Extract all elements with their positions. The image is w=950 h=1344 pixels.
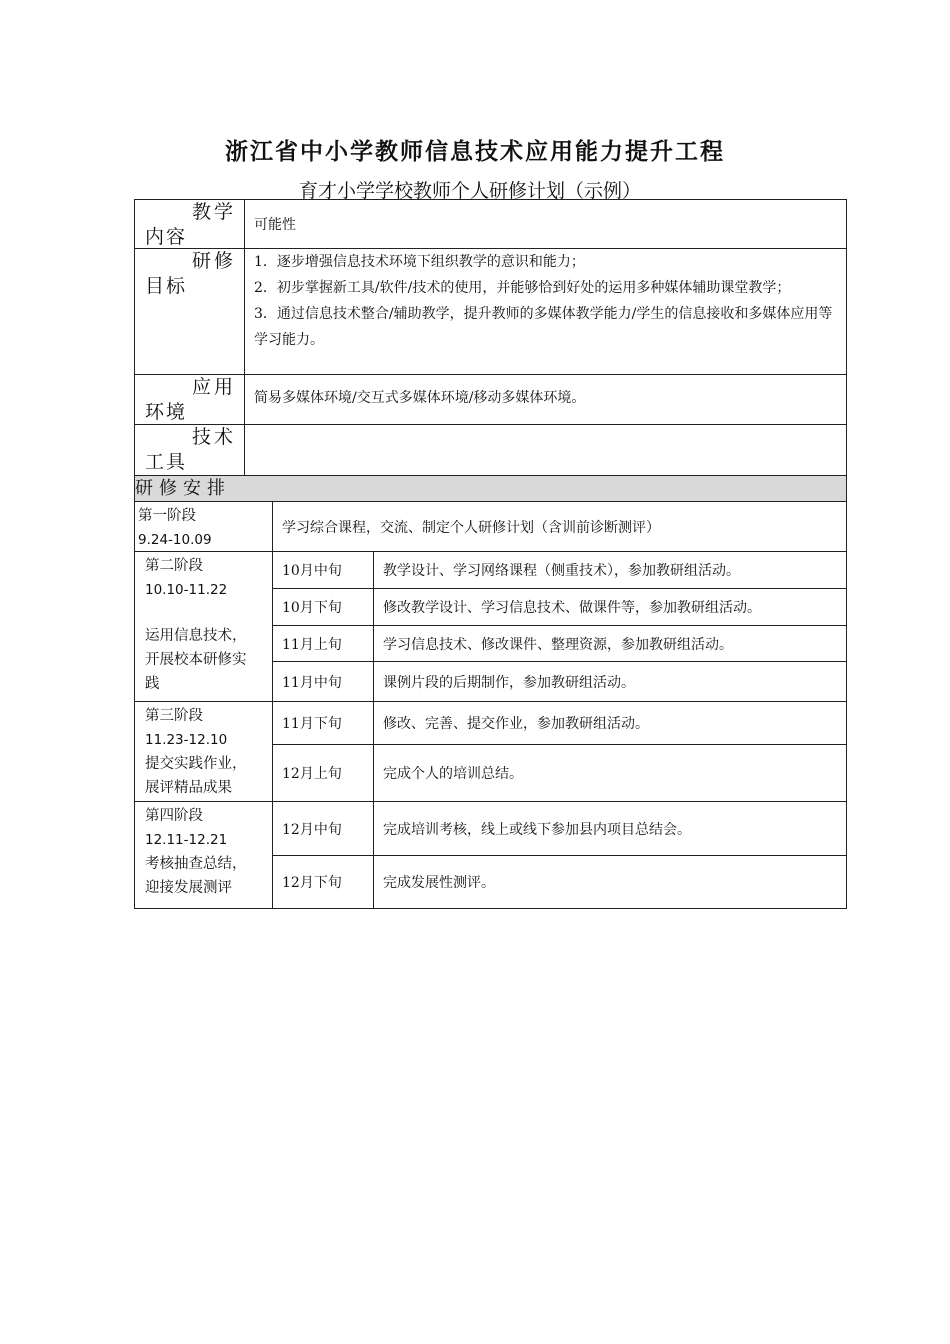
schedule-row (273, 626, 846, 662)
goal-item: 2．初步掌握新工具/软件/技术的使用，并能够恰到好处的运用多种媒体辅助课堂教学； (254, 280, 791, 296)
row-label: 教学 内容 (135, 200, 245, 248)
stage-3 (134, 702, 847, 802)
period: 12月下旬 (273, 856, 374, 908)
stage-label: 第四阶段 12.11-12.21 考核抽查总结， 迎接发展测评 (135, 802, 273, 908)
schedule-header: 研修安排 (134, 476, 847, 502)
row-content: 可能性 (254, 217, 296, 233)
document-subtitle: 育才小学学校教师个人研修计划（示例） (298, 180, 641, 202)
period: 10月中旬 (273, 552, 374, 588)
period: 12月上旬 (273, 745, 374, 801)
period: 11月上旬 (273, 626, 374, 661)
schedule-row (273, 552, 846, 589)
goal-item: 3．通过信息技术整合/辅助教学，提升教师的多媒体教学能力/学生的信息接收和多媒体应用等学习能力。 (254, 306, 833, 348)
period: 12月中旬 (273, 802, 374, 855)
period: 11月下旬 (273, 702, 374, 744)
activity: 修改教学设计、学习信息技术、做课件等，参加教研组活动。 (383, 600, 761, 616)
goal-item: 1．逐步增强信息技术环境下组织教学的意识和能力； (254, 254, 585, 270)
row-training-goals (134, 249, 847, 375)
stage-label: 第三阶段 11.23-12.10 提交实践作业， 展评精品成果 (135, 702, 273, 801)
row-label: 技术 工具 (135, 425, 245, 475)
schedule-row (273, 589, 846, 626)
stage-label: 第二阶段 10.10-11.22 运用信息技术， 开展校本研修实 践 (135, 552, 273, 701)
row-environment (134, 375, 847, 425)
activity: 修改、完善、提交作业，参加教研组活动。 (383, 716, 649, 732)
document-title: 浙江省中小学教师信息技术应用能力提升工程 (225, 138, 725, 165)
plan-table (134, 199, 847, 909)
row-label: 应用 环境 (135, 375, 245, 424)
schedule-row (273, 745, 846, 801)
schedule-row (273, 802, 846, 856)
row-content (245, 425, 846, 475)
activity: 课例片段的后期制作，参加教研组活动。 (383, 674, 635, 691)
row-teaching-content (134, 199, 847, 249)
activity: 学习信息技术、修改课件、整理资源，参加教研组活动。 (383, 636, 733, 653)
stage-activity: 学习综合课程，交流、制定个人研修计划（含训前诊断测评） (282, 519, 660, 536)
activity: 完成发展性测评。 (383, 875, 495, 891)
schedule-row (273, 662, 846, 701)
period: 11月中旬 (273, 662, 374, 701)
schedule-row (273, 702, 846, 745)
stage-label: 第一阶段 9.24-10.09 (135, 502, 273, 551)
schedule-row (273, 856, 846, 908)
activity: 完成培训考核，线上或线下参加县内项目总结会。 (383, 821, 691, 838)
row-tech-tools (134, 425, 847, 476)
stage-1 (134, 502, 847, 552)
stage-4 (134, 802, 847, 909)
period: 10月下旬 (273, 589, 374, 625)
row-content (245, 249, 846, 374)
row-label: 研修 目标 (135, 249, 245, 374)
activity: 教学设计、学习网络课程（侧重技术），参加教研组活动。 (383, 563, 740, 579)
row-content: 简易多媒体环境/交互式多媒体环境/移动多媒体环境。 (254, 390, 586, 406)
activity: 完成个人的培训总结。 (383, 766, 523, 782)
stage-2 (134, 552, 847, 702)
